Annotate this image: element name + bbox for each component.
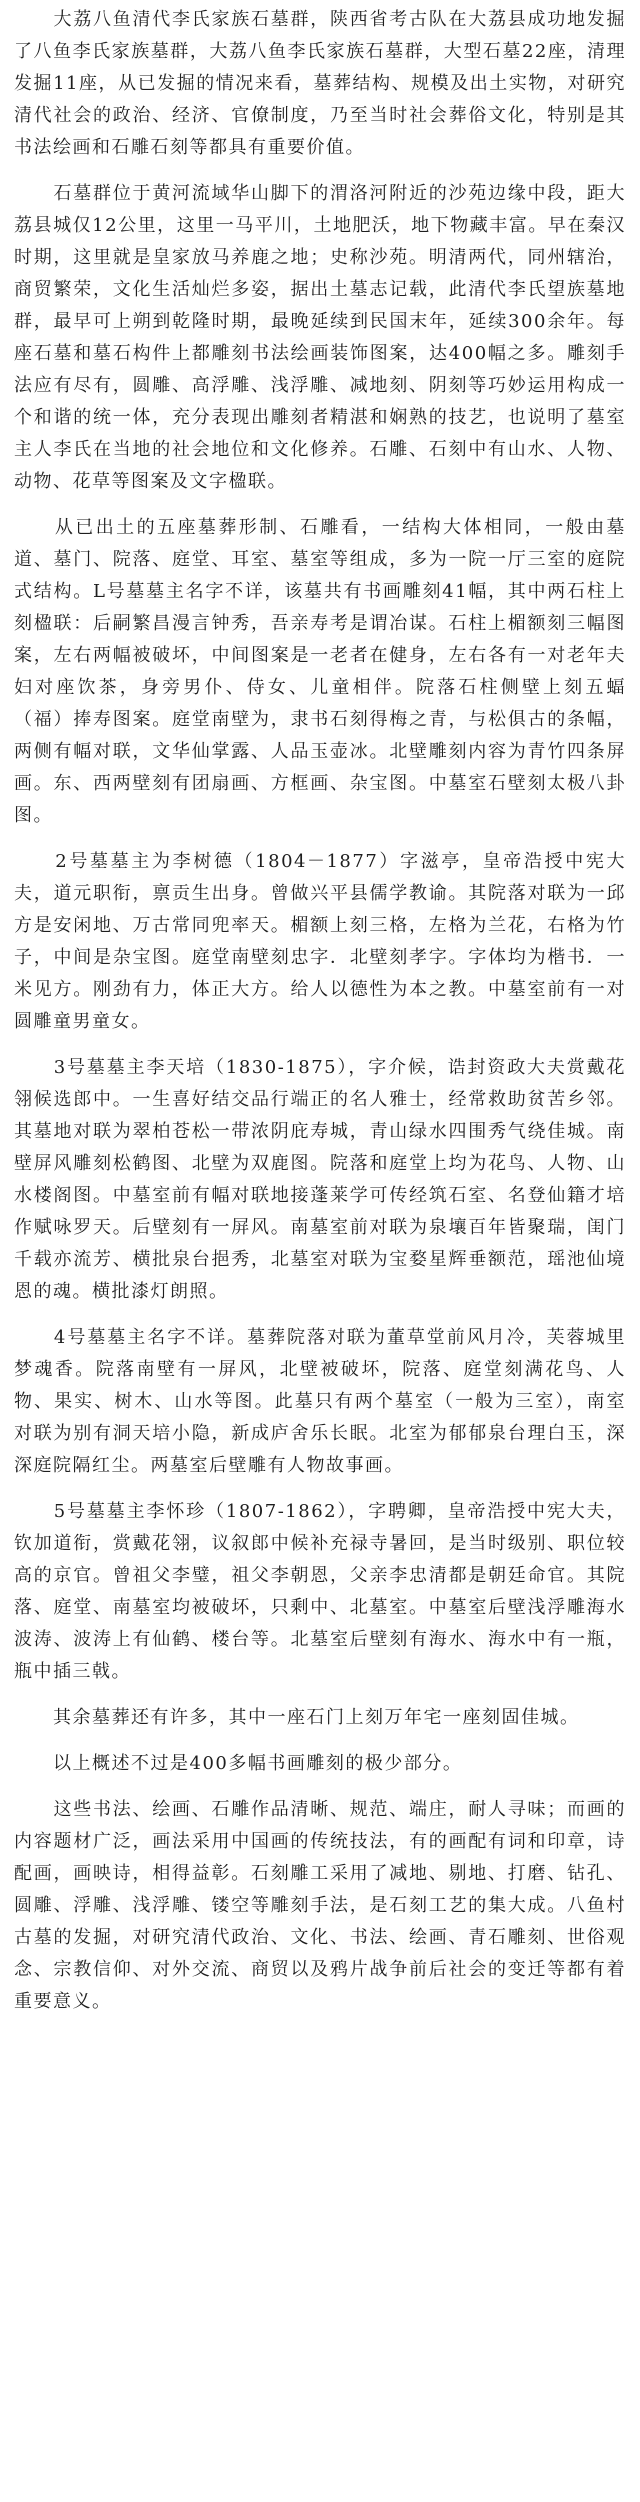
- paragraph-gap: [14, 1780, 626, 1794]
- paragraph-gap: [14, 832, 626, 846]
- paragraph-10: 这些书法、绘画、石雕作品清晰、规范、端庄，耐人寻味；而画的内容题材广泛，画法采用中国画的传统技法，有的画配有词和印章，诗配画，画映诗，相得益彰。石刻雕工采用了减地、剔地、打磨、钻孔、圆雕、浮雕、浅浮雕、镂空等雕刻手法，是石刻工艺的集大成。八鱼村古墓的发掘，对研究清代政治、文化、书法、绘画、青石雕刻、世俗观念、宗教信仰、对外交流、商贸以及鸦片战争前后社会的变迁等都有着重要意义。: [14, 1799, 626, 2012]
- paragraph-6: 4号墓墓主名字不详。墓葬院落对联为董草堂前风月冷，芙蓉城里梦魂香。院落南壁有一屏风，北壁被破坏，院落、庭堂刻满花鸟、人物、果实、树木、山水等图。此墓只有两个墓室（一般为三室），南室对联为别有洞天培小隐，新成庐舍乐长眠。北室为郁郁泉台理白玉，深深庭院隔红尘。两墓室后壁雕有人物故事画。: [14, 1327, 626, 1476]
- paragraph-gap: [14, 1688, 626, 1702]
- paragraph-gap: [14, 164, 626, 178]
- paragraph-5: 3号墓墓主李天培（1830-1875），字介候，诰封资政大夫赏戴花翎候选郎中。一生喜好结交品行端正的名人雅士，经常救助贫苦乡邻。其墓地对联为翠柏苍松一带浓阴庇寿城，青山绿水四围秀气绕佳城。南壁屏风雕刻松鹤图、北壁为双鹿图。院落和庭堂上均为花鸟、人物、山水楼阁图。中墓室前有幅对联地接蓬莱学可传经筑石室、名登仙籍才培作赋咏罗天。后壁刻有一屏风。南墓室前对联为泉壤百年皆聚瑞，闺门千载亦流芳、横批泉台挹秀，北墓室对联为宝婺星辉垂额范，瑶池仙境恩的魂。横批漆灯朗照。: [14, 1057, 626, 1302]
- paragraph-gap: [14, 1734, 626, 1748]
- paragraph-8: 其余墓葬还有许多，其中一座石门上刻万年宅一座刻固佳城。: [14, 1707, 580, 1728]
- paragraph-gap: [14, 498, 626, 512]
- paragraph-gap: [14, 1482, 626, 1496]
- paragraph-4: 2号墓墓主为李树德（1804－1877）字滋亭，皇帝浩授中宪大夫，道元职衔，禀贡生出身。曾做兴平县儒学教谕。其院落对联为一邱方是安闲地、万古常同兜率天。楣额上刻三格，左格为兰花，右格为竹子，中间是杂宝图。庭堂南壁刻忠字．北壁刻孝字。字体均为楷书．一米见方。刚劲有力，体正大方。给人以德性为本之教。中墓室前有一对圆雕童男童女。: [14, 851, 626, 1032]
- paragraph-7: 5号墓墓主李怀珍（1807-1862），字聘卿，皇帝浩授中宪大夫，钦加道衔，赏戴花翎，议叙郎中候补充禄寺暑回，是当时级别、职位较高的京官。曾祖父李璧，祖父李朝恩，父亲李忠清都是朝廷命官。其院落、庭堂、南墓室均被破坏，只剩中、北墓室。中墓室后壁浅浮雕海水波涛、波涛上有仙鹤、楼台等。北墓室后壁刻有海水、海水中有一瓶，瓶中插三戟。: [14, 1501, 626, 1682]
- paragraph-gap: [14, 1308, 626, 1322]
- paragraph-1: 大荔八鱼清代李氏家族石墓群，陕西省考古队在大荔县成功地发掘了八鱼李氏家族墓群，大荔八鱼李氏家族石墓群，大型石墓22座，清理发掘11座，从已发掘的情况来看，墓葬结构、规模及出土实物，对研究清代社会的政治、经济、官僚制度，乃至当时社会葬俗文化，特别是其书法绘画和石雕石刻等都具有重要价值。: [14, 9, 626, 158]
- paragraph-3: 从已出土的五座墓葬形制、石雕看，一结构大体相同，一般由墓道、墓门、院落、庭堂、耳室、墓室等组成，多为一院一厅三室的庭院式结构。L号墓墓主名字不详，该墓共有书画雕刻41幅，其中两石柱上刻楹联：后嗣繁昌漫言钟秀，吾亲寿考是谓冶谋。石柱上楣额刻三幅图案，左右两幅被破坏，中间图案是一老者在健身，左右各有一对老年夫妇对座饮茶，身旁男仆、侍女、儿童相伴。院落石柱侧壁上刻五蝠（福）捧寿图案。庭堂南壁为，隶书石刻得梅之青，与松俱古的条幅，两侧有幅对联，文华仙掌露、人品玉壶冰。北壁雕刻内容为青竹四条屏画。东、西两壁刻有团扇画、方框画、杂宝图。中墓室石壁刻太极八卦图。: [14, 517, 626, 826]
- paragraph-gap: [14, 1038, 626, 1052]
- paragraph-9: 以上概述不过是400多幅书画雕刻的极少部分。: [14, 1753, 463, 1774]
- paragraph-2: 石墓群位于黄河流域华山脚下的渭洛河附近的沙苑边缘中段，距大荔县城仅12公里，这里一马平川，土地肥沃，地下物藏丰富。早在秦汉时期，这里就是皇家放马养鹿之地；史称沙苑。明清两代，同州辖治，商贸繁荣，文化生活灿烂多姿，据出土墓志记载，此清代李氏望族墓地群，最早可上朔到乾隆时期，最晚延续到民国末年，延续300余年。每座石墓和墓石构件上都雕刻书法绘画装饰图案，达400幅之多。雕刻手法应有尽有，圆雕、高浮雕、浅浮雕、减地刻、阴刻等巧妙运用构成一个和谐的统一体，充分表现出雕刻者精湛和娴熟的技艺，也说明了墓室主人李氏在当地的社会地位和文化修养。石雕、石刻中有山水、人物、动物、花草等图案及文字楹联。: [14, 183, 626, 492]
